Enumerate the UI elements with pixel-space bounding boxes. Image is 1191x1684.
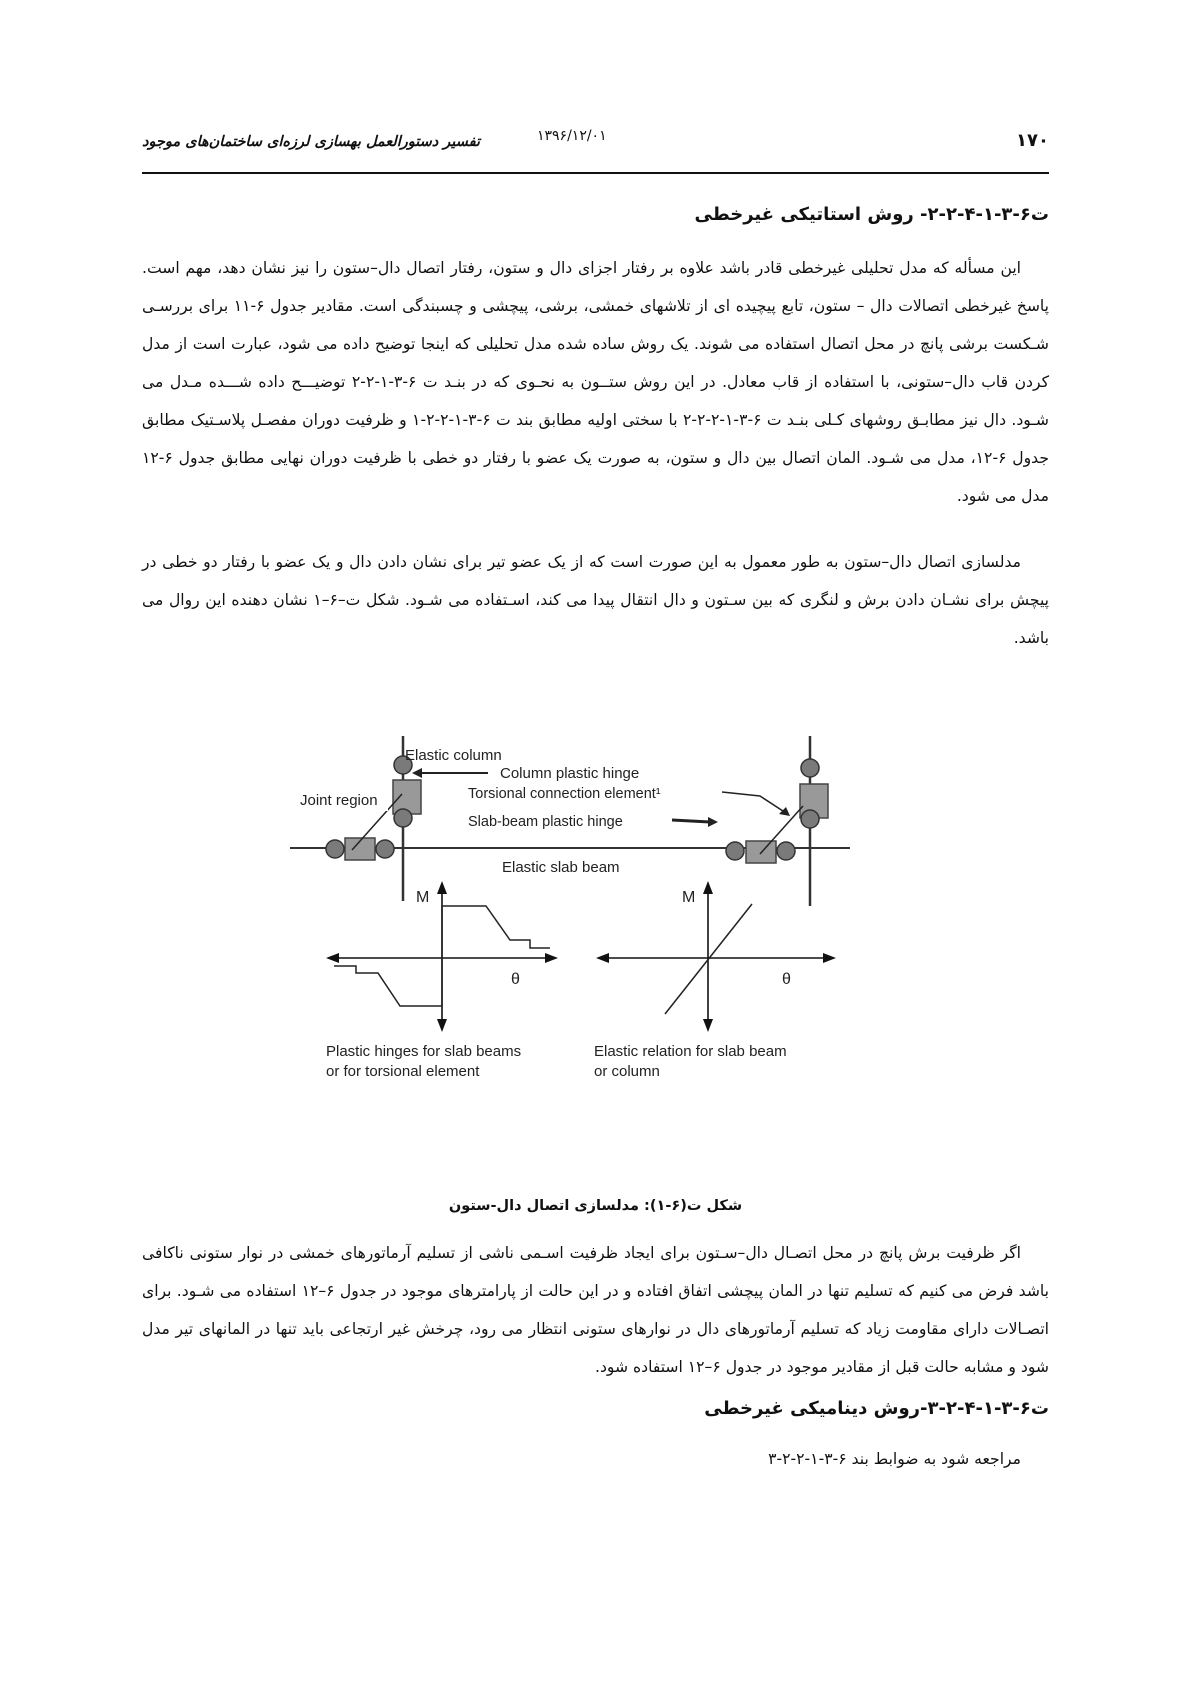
right-plot-caption-1: Elastic relation for slab beam: [594, 1043, 787, 1060]
left-slab-hinge-2: [376, 840, 394, 858]
header-divider: [142, 172, 1049, 174]
left-column-hinge-bottom: [394, 809, 412, 827]
elastic-slab-beam-label: Elastic slab beam: [502, 859, 620, 876]
torsional-element-label: Torsional connection element¹: [468, 786, 661, 802]
left-slab-hinge-1: [326, 840, 344, 858]
joint-region-label: Joint region: [300, 792, 378, 809]
running-header: [142, 128, 1049, 168]
section-heading-dynamic: ت۶-۳-۱-۴-۲-۳-روش دینامیکی غیرخطی: [704, 1398, 1049, 1419]
left-plot-caption-1: Plastic hinges for slab beams: [326, 1043, 522, 1060]
paragraph-1: این مسأله که مدل تحلیلی غیرخطی قادر باشد علاوه بر رفتار اجزای دال و ستون، رفتار اتصال دال–ستون را نیز نشان دهد، مهم است. پاسخ غیرخطی اتصالات دال – ستون، تابع پیچیده ای از تلاشهای خمشی، برشی، پیچشی و چسبندگی است. مقادیر جدول ۶-۱۱ برای بررسـی شـکست برشی پانچ در محل اتصال استفاده می شوند. یک روش ساده شده مدل تحلیلی که اینجا توضیح داده می شود، عبارت است از مدل کردن قاب دال–ستونی، با استفاده از قاب معادل. در این روش ستــون به نحـوی که در بنـد ت ۶-۳-۱-۲-۲ توضیـــح داده شـــده مـدل می شـود. دال نیز مطابـق روشهای کـلی بنـد ت ۶-۳-۱-۲-۲-۲ با سختی اولیه مطابق بند ت ۶-۳-۱-۲-۲-۱ و ظرفیت دوران مفصـل پلاسـتیک مطابق جدول ۶-۱۲، مدل می شـود. المان اتصال بین دال و ستون، به صورت یک عضو با رفتار دو خطی با ظرفیت دوران نهایی مطابق جدول ۶-۱۲ مدل می شود.: [142, 259, 1050, 505]
right-column-hinge-bottom: [801, 810, 819, 828]
paragraph-3: اگر ظرفیت برش پانچ در محل اتصـال دال–سـتون برای ایجاد ظرفیت اسـمی ناشی از تسلیم آرماتورهای خمشی در نوار ستونی ناکافی باشد فرض می کنیم که تسلیم تنها در المان پیچشی اتفاق افتاده و در این حالت از پارامترهای موجود در جدول ۶–۱۲ استفاده می شـود. برای اتصـالات دارای مقاومت زیاد که تسلیم آرماتورهای دال در نوارهای ستونی انتظار می رود، چرخش غیر ارتجاعی باید تنها در المانهای تیر مدل شود و مشابه حالت قبل از مقادیر موجود در جدول ۶–۱۲ استفاده شود.: [142, 1244, 1050, 1376]
right-column-hinge-top: [801, 759, 819, 777]
right-slab-hinge-2: [777, 842, 795, 860]
paragraph-2: مدلسازی اتصال دال–ستون به طور معمول به این صورت است که از یک عضو تیر برای نشان دادن دال و یک عضو با رفتار دو خطی در پیچش برای نشـان دادن برش و لنگری که بین سـتون و دال انتقال پیدا می کند، اسـتفاده می شـود. شکل ت–۶–۱ نشان دهنده این روال می باشد.: [142, 553, 1049, 647]
page-number: ۱۷۰: [1016, 130, 1049, 151]
left-theta-label: θ: [511, 971, 520, 988]
elastic-column-label: Elastic column: [405, 747, 502, 764]
slab-hinge-arrow: [672, 820, 710, 822]
right-m-label: M: [682, 889, 696, 906]
left-m-label: M: [416, 889, 430, 906]
slab-column-figure: [290, 736, 902, 1181]
paragraph-4: مراجعه شود به ضوابط بند ۶-۳-۱-۲-۲-۳: [768, 1450, 1021, 1468]
book-title: تفسیر دستورالعمل بهسازی لرزه‌ای ساختمان‌های موجود: [142, 134, 480, 150]
slab-hinge-label: Slab-beam plastic hinge: [468, 814, 623, 830]
header-date: ۱۳۹۶/۱۲/۰۱: [537, 128, 607, 144]
section-heading-static: ت۶-۳-۱-۴-۲-۲- روش استاتیکی غیرخطی: [694, 204, 1049, 225]
right-theta-label: θ: [782, 971, 791, 988]
column-hinge-label: Column plastic hinge: [500, 765, 640, 782]
right-plot-caption-2: or column: [594, 1063, 660, 1080]
right-slab-hinge-1: [726, 842, 744, 860]
left-plot-caption-2: or for torsional element: [326, 1063, 480, 1080]
left-joint-region-box: [393, 780, 421, 814]
figure-caption: شکل ت(۶-۱): مدلسازی اتصال دال-ستون: [448, 1198, 743, 1214]
